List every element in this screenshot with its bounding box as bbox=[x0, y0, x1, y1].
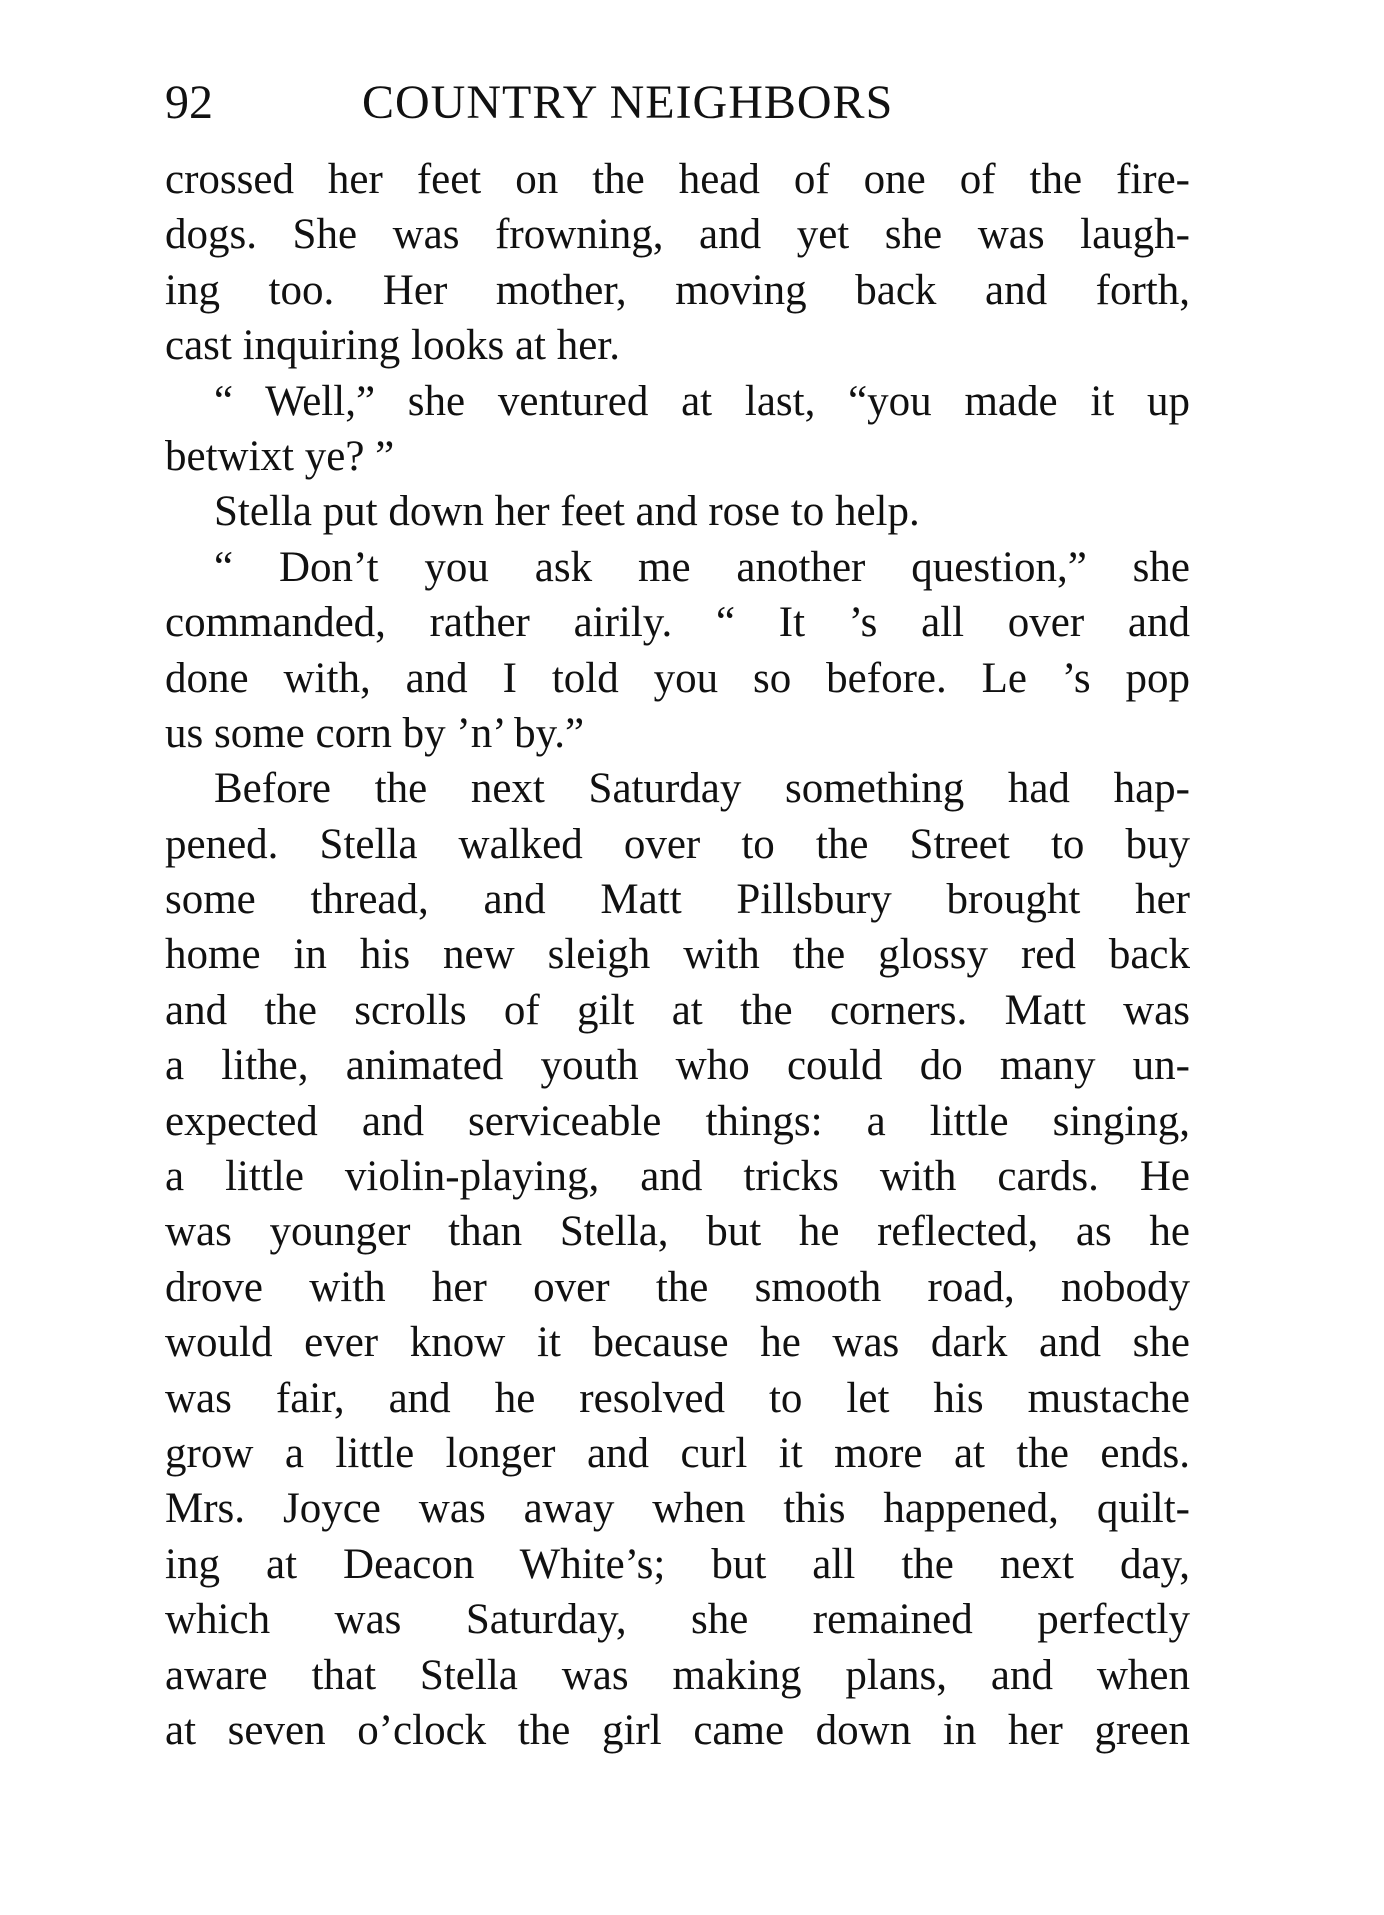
text-line: “ Well,” she ventured at last, “you made it up bbox=[214, 377, 1190, 425]
text-line: ing too. Her mother, moving back and forth, bbox=[165, 266, 1190, 314]
text-line: a lithe, animated youth who could do many un- bbox=[165, 1042, 1190, 1090]
text-line: dogs. She was frowning, and yet she was laugh- bbox=[165, 211, 1190, 259]
text-line: home in his new sleigh with the glossy red back bbox=[165, 931, 1190, 979]
running-title: COUNTRY NEIGHBORS bbox=[362, 76, 894, 129]
text-line: was younger than Stella, but he reflected, as he bbox=[165, 1208, 1190, 1256]
text-line: which was Saturday, she remained perfectly bbox=[165, 1596, 1190, 1644]
text-line: at seven o’clock the girl came down in her green bbox=[165, 1706, 1190, 1754]
text-line: a little violin-playing, and tricks with cards. He bbox=[165, 1153, 1190, 1201]
text-line: pened. Stella walked over to the Street to buy bbox=[165, 820, 1190, 868]
running-head bbox=[165, 68, 1190, 138]
text-line: would ever know it because he was dark and she bbox=[165, 1319, 1190, 1367]
text-line: aware that Stella was making plans, and when bbox=[165, 1651, 1190, 1699]
text-line: was fair, and he resolved to let his mustache bbox=[165, 1374, 1190, 1422]
text-line: grow a little longer and curl it more at the ends. bbox=[165, 1429, 1190, 1477]
text-line: Mrs. Joyce was away when this happened, quilt- bbox=[165, 1485, 1190, 1533]
text-line: betwixt ye? ” bbox=[165, 432, 395, 480]
text-line: done with, and I told you so before. Le ’s pop bbox=[165, 654, 1190, 702]
text-line: “ Don’t you ask me another question,” she bbox=[214, 543, 1190, 591]
text-line: Before the next Saturday something had hap- bbox=[214, 765, 1190, 813]
text-line: crossed her feet on the head of one of the fire- bbox=[165, 156, 1190, 203]
body-text bbox=[165, 152, 1190, 1758]
text-line: Stella put down her feet and rose to help. bbox=[214, 488, 920, 536]
text-line: commanded, rather airily. “ It ’s all over and bbox=[165, 599, 1190, 647]
text-line: us some corn by ’n’ by.” bbox=[165, 709, 585, 757]
page-number: 92 bbox=[165, 76, 213, 129]
text-line: expected and serviceable things: a little singing, bbox=[165, 1097, 1190, 1145]
text-line: cast inquiring looks at her. bbox=[165, 322, 621, 370]
text-line: drove with her over the smooth road, nobody bbox=[165, 1263, 1190, 1311]
text-line: some thread, and Matt Pillsbury brought her bbox=[165, 876, 1190, 924]
text-line: ing at Deacon White’s; but all the next day, bbox=[165, 1540, 1190, 1588]
text-line: and the scrolls of gilt at the corners. Matt was bbox=[165, 986, 1190, 1034]
